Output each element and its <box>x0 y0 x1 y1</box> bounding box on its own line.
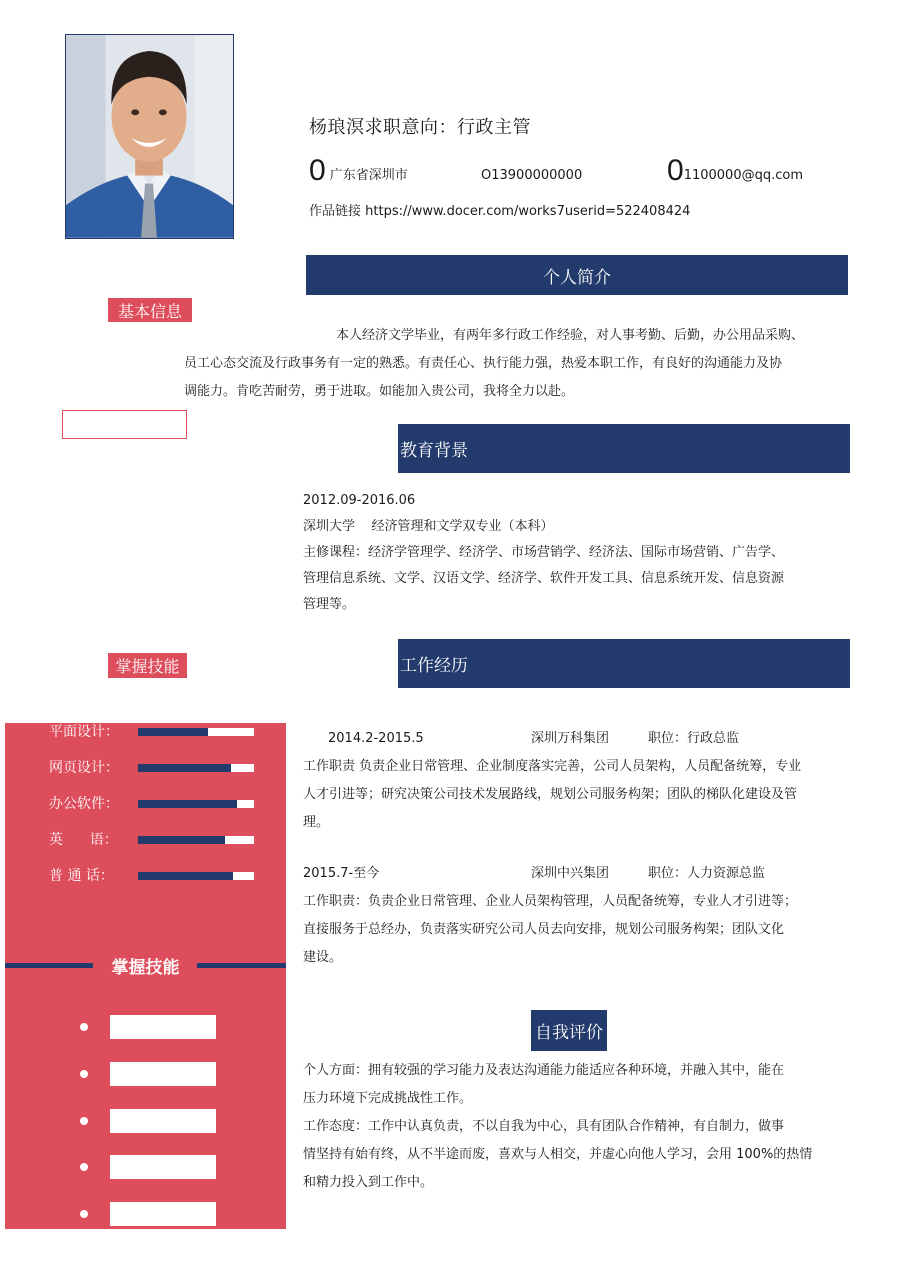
work-section-title: 工作经历 <box>400 656 468 676</box>
location-icon: 0 <box>309 154 326 187</box>
self-eval-line: 压力环境下完成挑战性工作。 <box>303 1091 473 1106</box>
skill-level-fill <box>138 800 237 808</box>
self-eval-line: 情坚持有始有终，从不半途而废，喜欢与人相交，并虚心向他人学习，会用 100%的热情 <box>303 1147 813 1162</box>
education-section-title: 教育背景 <box>400 441 468 461</box>
skill-label: 平面设计： <box>49 724 119 740</box>
bullet-dot-icon <box>80 1163 88 1171</box>
job-duty-line: 建设。 <box>303 950 343 965</box>
bullet-dot-icon <box>80 1070 88 1078</box>
job-2-duties <box>303 888 873 972</box>
education-school: 深圳大学 经济管理和文学双专业（本科） <box>303 519 554 534</box>
skill-level-bar <box>138 872 254 880</box>
name-and-objective: 杨琅溟求职意向：行政主管 <box>309 117 531 138</box>
skills-tag <box>108 653 187 678</box>
skill-placeholder-box <box>110 1202 216 1226</box>
skill-level-bar <box>138 764 254 772</box>
skill-row <box>5 723 286 747</box>
skill-level-fill <box>138 872 233 880</box>
job-1-duties <box>303 753 863 837</box>
location-text: 广东省深圳市 <box>329 168 408 183</box>
self-eval-section-header <box>531 1010 607 1051</box>
intro-line: 调能力。肯吃苦耐劳，勇于进取。如能加入贵公司，我将全力以赴。 <box>184 384 575 399</box>
intro-paragraph <box>184 322 864 406</box>
skill-level-bar <box>138 836 254 844</box>
education-course-line: 管理信息系统、文学、汉语文学、经济学、软件开发工具、信息系统开发、信息资源 <box>303 571 785 586</box>
self-eval-line: 和精力投入到工作中。 <box>303 1175 434 1190</box>
self-eval-line: 工作态度：工作中认真负责，不以自我为中心，具有团队合作精神，有自制力，做事 <box>303 1119 785 1134</box>
bullet-dot-icon <box>80 1117 88 1125</box>
job-duty-line: 理。 <box>303 815 330 830</box>
education-period: 2012.09-2016.06 <box>303 493 416 508</box>
skill-row <box>5 867 286 891</box>
bullet-dot-icon <box>80 1023 88 1031</box>
skill-placeholder-box <box>110 1109 216 1133</box>
intro-section-title: 个人简介 <box>543 267 611 288</box>
job-duty-line: 人才引进等；研究决策公司技术发展路线，规划公司服务构架；团队的梯队化建设及管 <box>303 787 798 802</box>
skill-placeholder-box <box>110 1155 216 1179</box>
email-text: 1100000@qq.com <box>683 168 803 183</box>
skill-level-bar <box>138 728 254 736</box>
work-section-header <box>398 639 850 688</box>
self-eval-section-title: 自我评价 <box>535 1023 603 1043</box>
skill-label: 普 通 话： <box>49 868 114 884</box>
education-course-line: 主修课程：经济学管理学、经济学、市场营销学、经济法、国际市场营销、广告学、 <box>303 545 785 560</box>
skill-placeholder-box <box>110 1062 216 1086</box>
job-2-company: 深圳中兴集团 <box>531 866 610 881</box>
skill-level-fill <box>138 836 225 844</box>
person-portrait-icon <box>66 35 233 238</box>
job-1-period: 2014.2-2015.5 <box>328 731 424 746</box>
intro-line: 员工心态交流及行政事务有一定的熟悉。有责任心、执行能力强，热爱本职工作，有良好的沟通能力及协 <box>184 356 783 371</box>
email-icon: 0 <box>667 154 684 187</box>
skill-level-bar <box>138 800 254 808</box>
skill-label: 办公软件： <box>49 796 119 812</box>
job-duty-line: 直接服务于总经办，负责落实研究公司人员去向安排，规划公司服务构架；团队文化 <box>303 922 785 937</box>
job-duty-line: 工作职责：负责企业日常管理、企业人员架构管理，人员配备统筹，专业人才引进等； <box>303 894 798 909</box>
phone-text: O13900000000 <box>481 168 583 183</box>
intro-line: 本人经济文学毕业，有两年多行政工作经验，对人事考勤、后勤，办公用品采购、 <box>336 328 805 343</box>
job-1-company: 深圳万科集团 <box>531 731 610 746</box>
skills-panel-title: 掌握技能 <box>111 958 180 978</box>
skill-row <box>5 759 286 783</box>
email-info <box>667 152 803 186</box>
portfolio-link[interactable]: 作品链接 https://www.docer.com/works7userid=522408424 <box>309 204 691 219</box>
intro-section-header <box>306 255 848 295</box>
job-2-position: 职位：人力资源总监 <box>648 866 766 881</box>
self-eval-line: 个人方面：拥有较强的学习能力及表达沟通能力能适应各种环境，并融入其中，能在 <box>303 1063 785 1078</box>
job-2-period: 2015.7-至今 <box>303 866 380 881</box>
self-eval-paragraph <box>303 1057 878 1197</box>
skill-label: 网页设计： <box>49 760 119 776</box>
education-content <box>303 487 863 619</box>
location-info <box>309 152 408 186</box>
skill-row <box>5 831 286 855</box>
job-duty-line: 工作职责 负责企业日常管理、企业制度落实完善，公司人员架构，人员配备统筹，专业 <box>303 759 802 774</box>
skill-level-fill <box>138 764 231 772</box>
empty-outline-box <box>62 410 187 439</box>
skills-tag-label: 掌握技能 <box>115 657 180 676</box>
bullet-dot-icon <box>80 1210 88 1218</box>
skill-placeholder-box <box>110 1015 216 1039</box>
education-section-header <box>398 424 850 473</box>
skill-label: 英 语： <box>49 832 118 848</box>
education-course-line: 管理等。 <box>303 597 356 612</box>
profile-photo <box>65 34 234 239</box>
phone-info <box>481 152 582 186</box>
skill-level-fill <box>138 728 208 736</box>
basic-info-label: 基本信息 <box>117 301 182 321</box>
job-1-position: 职位：行政总监 <box>648 731 740 746</box>
skill-row <box>5 795 286 819</box>
basic-info-tag <box>108 298 192 322</box>
skills-panel <box>5 723 286 1229</box>
